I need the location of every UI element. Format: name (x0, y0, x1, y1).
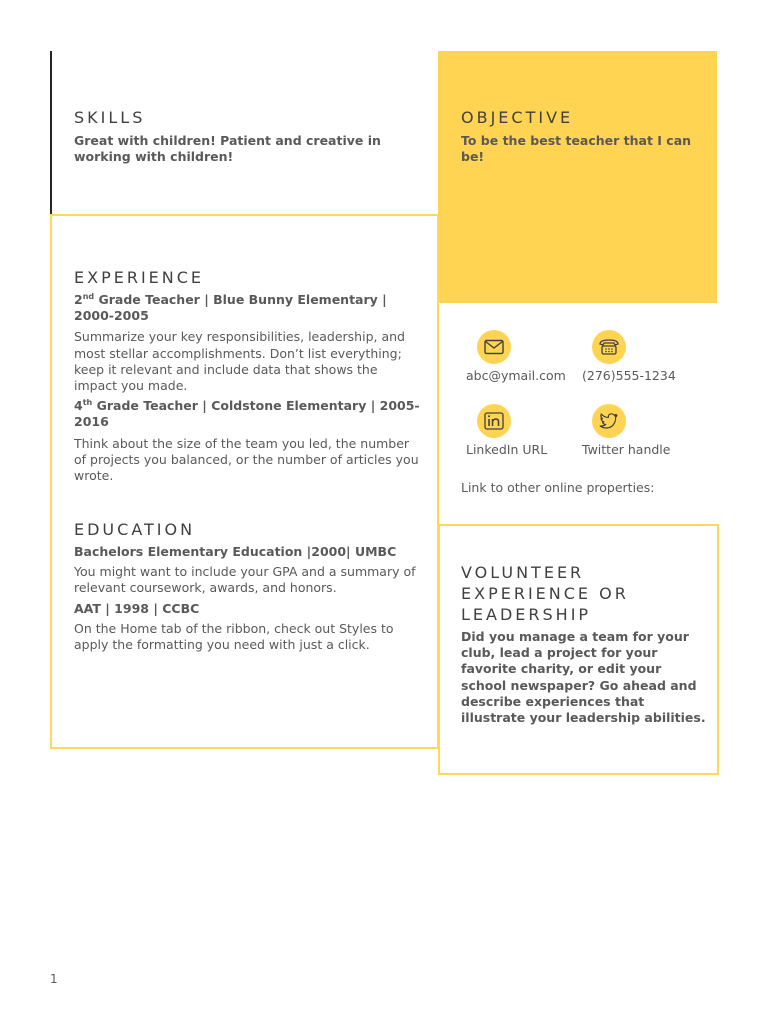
experience-box-left-border (50, 214, 52, 749)
linkedin-icon (477, 404, 511, 438)
education-description: You might want to include your GPA and a summary of relevant coursework, awards, and honors. (74, 564, 416, 596)
email-text[interactable]: abc@ymail.com (466, 368, 566, 383)
email-icon (477, 330, 511, 364)
education-section (74, 519, 424, 653)
left-accent-bar (50, 51, 52, 216)
job-grade-number: 4 (74, 398, 83, 414)
other-links-text[interactable]: Link to other online properties: (461, 480, 655, 495)
job-title-rest: Grade Teacher | Blue Bunny Elementary | 2000-2005 (74, 292, 387, 324)
phone-text[interactable]: (276)555-1234 (582, 368, 676, 383)
job-grade-suffix: th (82, 398, 93, 408)
education-title: AAT | 1998 | CCBC (74, 600, 200, 616)
experience-section (74, 267, 420, 484)
volunteer-heading-line: LEADERSHIP (461, 605, 592, 624)
volunteer-text: Did you manage a team for your club, lead a project for your favorite charity, or edit your school newspaper? Go ahead and describe experiences that illustrate your leadership abilities. (461, 629, 706, 726)
volunteer-section (461, 562, 706, 726)
skills-section (74, 107, 424, 165)
job-title (74, 292, 420, 324)
job-grade-suffix: nd (82, 291, 95, 301)
job-description: Think about the size of the team you led, the number of projects you balanced, or the number of articles you wrote. (74, 435, 419, 484)
phone-icon (592, 330, 626, 364)
job-description: Summarize your key responsibilities, leadership, and most stellar accomplishments. Don’t list everything; keep it relevant and include data that shows the impact you made. (74, 329, 405, 394)
skills-text: Great with children! Patient and creative in working with children! (74, 133, 381, 165)
experience-heading: EXPERIENCE (74, 268, 205, 287)
skills-divider (50, 214, 439, 216)
education-title: Bachelors Elementary Education |2000| UMBC (74, 544, 397, 559)
twitter-text[interactable]: Twitter handle (582, 442, 671, 457)
objective-text: To be the best teacher that I can be! (461, 133, 692, 165)
experience-box-bottom-border (50, 747, 439, 749)
objective-heading: OBJECTIVE (461, 108, 574, 127)
page-number: 1 (50, 972, 58, 986)
volunteer-heading-line: EXPERIENCE OR (461, 584, 629, 603)
job-title (74, 398, 420, 430)
skills-heading: SKILLS (74, 108, 146, 127)
linkedin-text[interactable]: LinkedIn URL (466, 442, 548, 457)
objective-panel (438, 51, 717, 303)
volunteer-heading-line: VOLUNTEER (461, 563, 585, 582)
twitter-icon (592, 404, 626, 438)
objective-section (461, 107, 706, 165)
education-description: On the Home tab of the ribbon, check out Styles to apply the formatting you need with just a click. (74, 620, 394, 653)
job-title-rest: Grade Teacher | Coldstone Elementary | 2005-2016 (74, 398, 420, 430)
education-heading: EDUCATION (74, 520, 196, 539)
job-grade-number: 2 (74, 292, 83, 307)
